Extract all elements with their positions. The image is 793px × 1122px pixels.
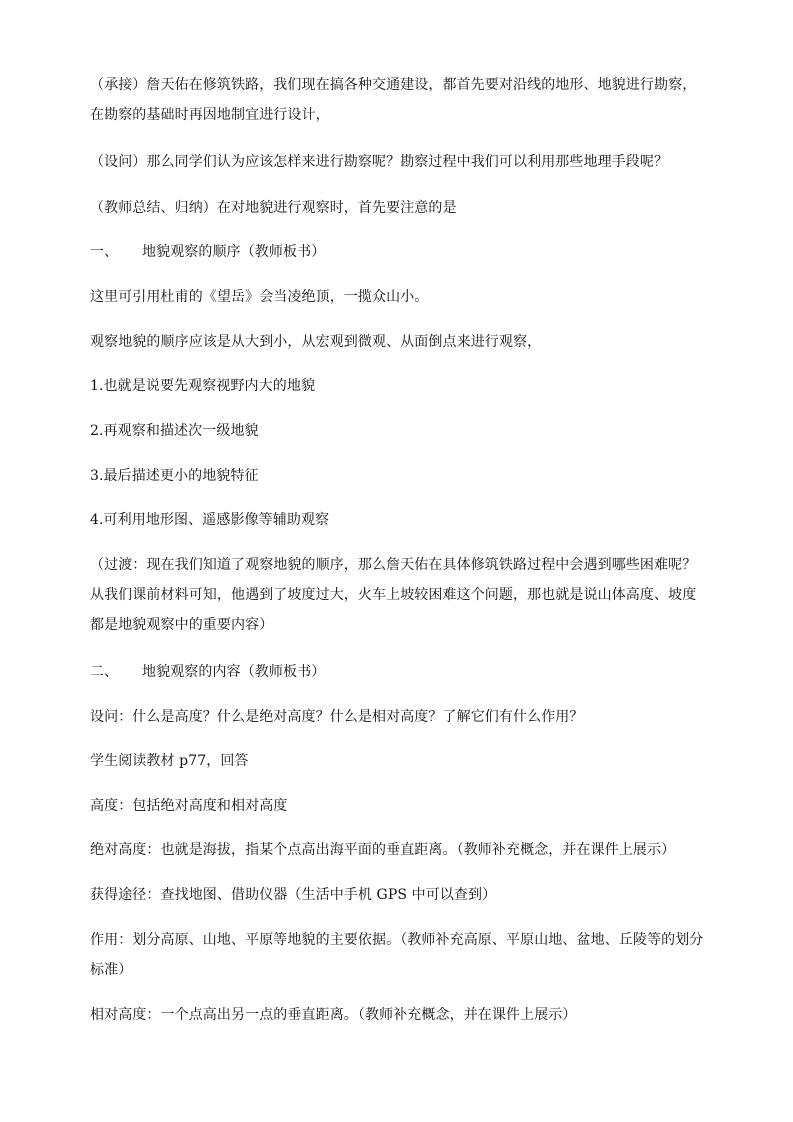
paragraph-student-reading: 学生阅读教材 p77，回答 <box>90 753 249 769</box>
paragraph-poem-quote: 这里可引用杜甫的《望岳》会当凌绝顶，一揽众山小。 <box>90 289 429 305</box>
section-heading-1-text: 地貌观察的顺序（教师板书） <box>142 244 326 260</box>
section-heading-2 <box>90 657 708 687</box>
section-heading-2-text: 地貌观察的内容（教师板书） <box>142 664 326 680</box>
list-item-4: 4.可利用地形图、遥感影像等辅助观察 <box>90 512 330 528</box>
list-item-1: 1.也就是说要先观察视野内大的地貌 <box>90 378 316 394</box>
paragraph-absolute-height: 绝对高度：也就是海拔，指某个点高出海平面的垂直距离。（教师补充概念，并在课件上展示） <box>90 842 676 858</box>
section-heading-2-number: 二、 <box>90 664 119 680</box>
paragraph-observation-order: 观察地貌的顺序应该是从大到小，从宏观到微观、从面倒点来进行观察， <box>90 334 542 350</box>
section-heading-1 <box>90 237 708 267</box>
section-heading-1-number: 一、 <box>90 244 119 260</box>
paragraph-usage: 作用：划分高原、山地、平原等地貌的主要依据。（教师补充高原、平原山地、盆地、丘陵等的划分标准） <box>90 932 704 978</box>
paragraph-relative-height: 相对高度：一个点高出另一点的垂直距离。（教师补充概念，并在课件上展示） <box>90 1007 577 1023</box>
list-item-2: 2.再观察和描述次一级地貌 <box>90 423 259 439</box>
paragraph-teacher-summary: （教师总结、归纳）在对地貌进行观察时，首先要注意的是 <box>90 200 457 216</box>
paragraph-acquisition-methods: 获得途径：查找地图、借助仪器（生活中手机 GPS 中可以查到） <box>90 887 497 903</box>
paragraph-question-height: 设问：什么是高度？什么是绝对高度？什么是相对高度？了解它们有什么作用？ <box>90 709 584 725</box>
paragraph-question-survey: （设问）那么同学们认为应该怎样来进行勘察呢？勘察过程中我们可以利用那些地理手段呢？ <box>90 154 669 170</box>
paragraph-transition-intro: （承接）詹天佑在修筑铁路，我们现在搞各种交通建设，都首先要对沿线的地形、地貌进行勘察，在勘察的基础时再因地制宜进行设计， <box>90 77 697 123</box>
paragraph-height-definition: 高度：包括绝对高度和相对高度 <box>90 798 288 814</box>
paragraph-transition-difficulty: （过渡：现在我们知道了观察地貌的顺序，那么詹天佑在具体修筑铁路过程中会遇到哪些困难呢？从我们课前材料可知，他遇到了坡度过大，火车上坡较困难这个问题，那也就是说山体高度、坡度都是地貌观察中的重要内容） <box>90 557 697 633</box>
list-item-3: 3.最后描述更小的地貌特征 <box>90 468 259 484</box>
